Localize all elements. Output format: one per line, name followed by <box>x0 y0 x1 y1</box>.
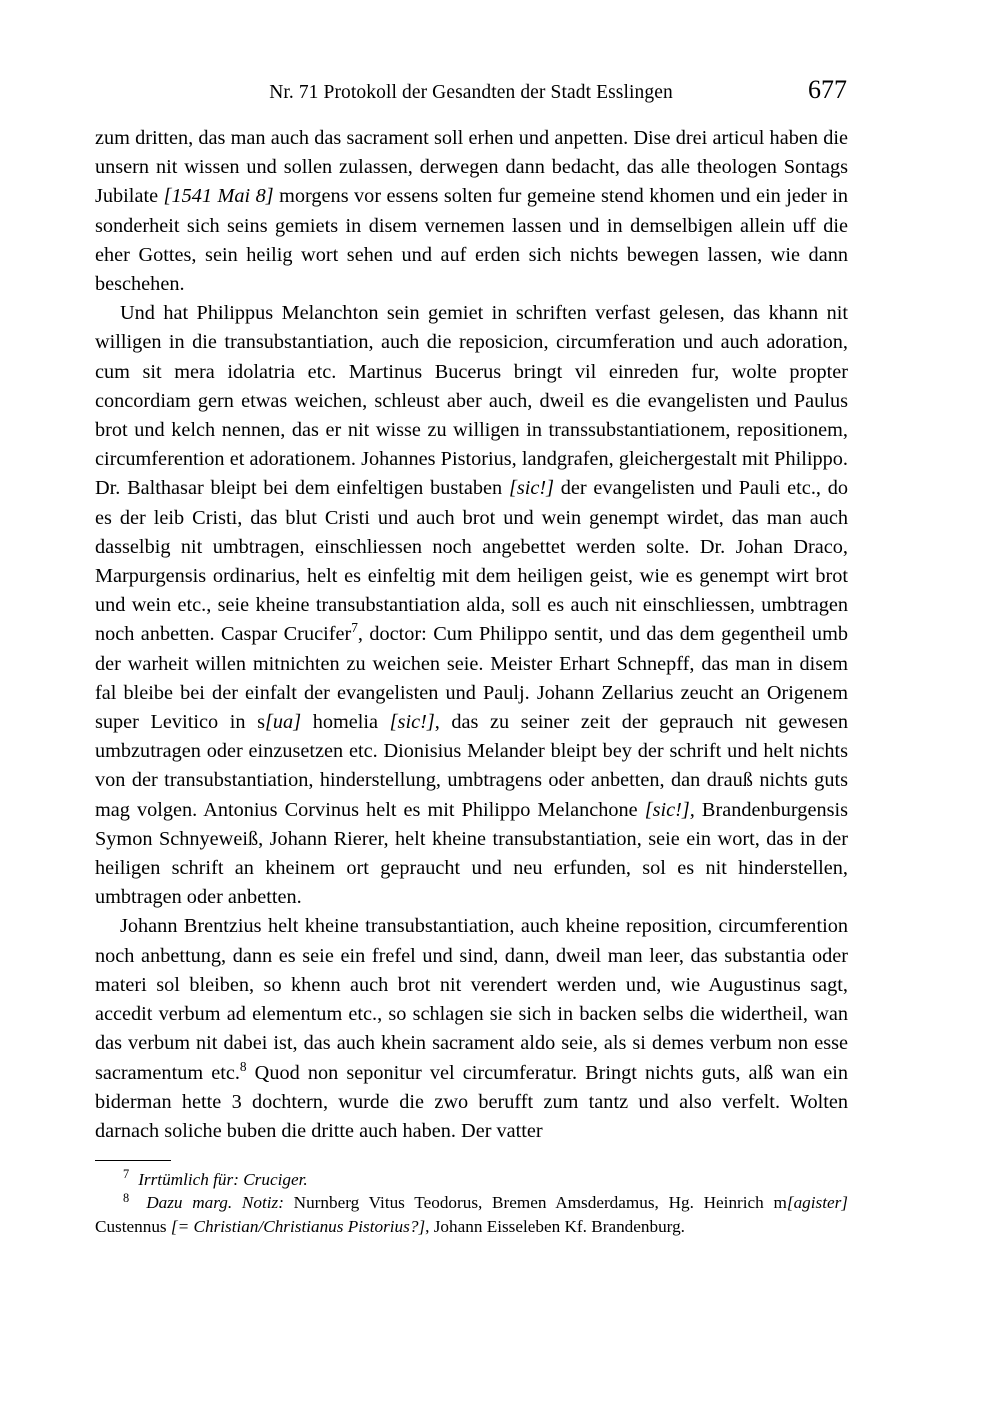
paragraph-2-text-part-5: , das zu seiner zeit der geprauch nit gewesen umbzutragen oder einzusetzen etc. Dionisius Melander bleipt bey der schrift und helt nichts von der transubstantiation, hinderstellung, umbtragens oder anbetten, dan drauß nichts guts mag volgen. Antonius Corvinus helt es mit Philippo Melanchone <box>95 711 849 821</box>
footnote-8-identification: Christian/Christianus Pistorius?] <box>193 1216 426 1236</box>
paragraph-2-text-part-3: , doctor: Cum Philippo sentit, und das dem gegentheil umb der warheit willen mitnichten zu weichen seie. Meister Erhart Schnepff, das man in disem fal bleibe bei der einfalt der evangelisten und Paulj. Johann Zellarius zeucht an Origenem super Levitico in s <box>95 623 848 734</box>
paragraph-1-date-annotation: [1541 Mai 8] <box>163 185 274 208</box>
footnote-separator-rule <box>95 1160 171 1161</box>
paragraph-3-text-part-2: Quod non seponitur vel circumferatur. Bringt nichts guts, alß wan ein biderman hette 3 dochtern, wurde die zwo berufft zum tantz und also verfelt. Wolten darnach soliche buben die dritte auch haben. Der vatter <box>95 1061 848 1142</box>
footnote-8-text-part-1: Nurnberg Vitus Teodorus, Bremen Amsderdamus, Hg. Heinrich m <box>283 1193 787 1213</box>
paragraph-2-sic-marker-1: [sic!] <box>508 477 555 500</box>
footnote-8-text-part-4: , Johann Eisseleben Kf. Brandenburg. <box>425 1216 685 1236</box>
footnote-reference-7[interactable]: 7 <box>351 620 358 636</box>
paragraph-2-editorial-expansion-ua: [ua] <box>265 711 302 734</box>
paragraph-2-text-part-6: Brandenburgensis Symon Schnyeweiß, Johann Rierer, helt kheine transubstantiation, seie ein wort, das in der heiligen schrift an kheinem ort gepraucht und neu erfunden, sol es nit hinderstellen, umbtragen oder anbetten. <box>95 798 849 909</box>
footnote-8-expansion-agister: [agister] <box>786 1193 848 1213</box>
body-text-block <box>95 124 848 1146</box>
footnote-8-bracket-open: [= <box>170 1216 190 1236</box>
paragraph-1-text-part-1: zum dritten, das man auch das sacrament soll erhen und anpetten. Dise drei articul haben die unsern nit wissen und sollen zulassen, derwegen dann bedacht, das alle theologen Sontags Jubilate <box>95 127 848 208</box>
paragraph-1 <box>95 124 848 299</box>
paragraph-2-text-part-4: homelia <box>301 711 390 734</box>
paragraph-2-text-part-1: Und hat Philippus Melanchton sein gemiet in schriften verfast gelesen, das khann nit willigen in die transubstantiation, auch die reposicion, circumferation und auch adoration, cum sit mera idolatria etc. Martinus Bucerus bringt vil einreden fur, wolte propter concordiam gern etwas weichen, schleust aber auch, dweil es die evangelisten und Paulus brot und kelch nennen, das er nit wisse zu willigen in transsubstantiationem, repositionem, circumferention et adorationem. Johannes Pistorius, landgrafen, gleichergestalt mit Philippo. Dr. Balthasar bleipt bei dem einfeltigen bustaben <box>95 302 848 500</box>
footnote-8-indent <box>95 1193 123 1212</box>
running-head <box>95 75 847 108</box>
paragraph-3 <box>95 912 848 1146</box>
paragraph-2 <box>95 299 848 912</box>
paragraph-1-text-part-2: morgens vor essens solten fur gemeine stend khomen und ein jeder in sonderheit sich seins gemiets in disem vernemen lassen und in demselbigen allein uff die eher Gottes, sein heilig wort sehen und auf erden sich nichts bewegen lassen, wie dann beschehen. <box>95 185 848 296</box>
footnote-7: 7 Irrtümlich für: Cruciger. <box>123 1167 308 1189</box>
footnote-8-marginal-note-label: Dazu marg. Notiz: <box>146 1193 284 1213</box>
page-number: 677 <box>808 75 847 104</box>
paragraph-3-text-part-1: Johann Brentzius helt kheine transubstantiation, auch kheine reposition, circumferention noch anbettung, dann es seie ein frefel und sind, dann, dweil man leer, das substantia oder materi sol bleiben, so khenn auch brot nit verendert werden und, wie Augustinus sagt, accedit verbum ad elementum etc., so schlagen sie sich in backen selbs die widertheil, wan das verbum nit dabei ist, das auch khein sacrament aldo seie, als si demes verbum non esse sacramentum etc. <box>95 915 848 1084</box>
footnote-7-text: Irrtümlich für: Cruciger. <box>138 1170 308 1189</box>
footnote-8: 8 Dazu marg. Notiz: Nurnberg Vitus Teodorus, Bremen Amsderdamus, Hg. Heinrich m[agister] Custennus [= Christian/Christianus Pistorius?], Johann Eisseleben Kf. Brandenburg. <box>95 1190 848 1236</box>
paragraph-2-text-part-2: der evangelisten und Pauli etc., do es der leib Cristi, das blut Cristi und auch brot und wein genempt wirdet, das man auch dasselbig nit umbtragen, einschliessen noch angebettet werden solte. Dr. Johan Draco, Marpurgensis ordinarius, helt es einfeltig mit dem heiligen geist, wie es genempt wirt brot und wein etc., seie kheine transubstantiation alda, soll es auch nit einschliessen, umbtragen noch anbetten. Caspar Crucifer <box>95 477 848 646</box>
footnote-area <box>95 1160 848 1238</box>
paragraph-2-sic-marker-3: [sic!], <box>644 798 695 821</box>
footnote-8-text-part-2: Custennus <box>95 1216 171 1236</box>
paragraph-2-sic-marker-2: [sic!] <box>389 711 435 734</box>
running-head-title: Nr. 71 Protokoll der Gesandten der Stadt Esslingen <box>269 82 673 103</box>
footnote-reference-8[interactable]: 8 <box>239 1058 247 1074</box>
